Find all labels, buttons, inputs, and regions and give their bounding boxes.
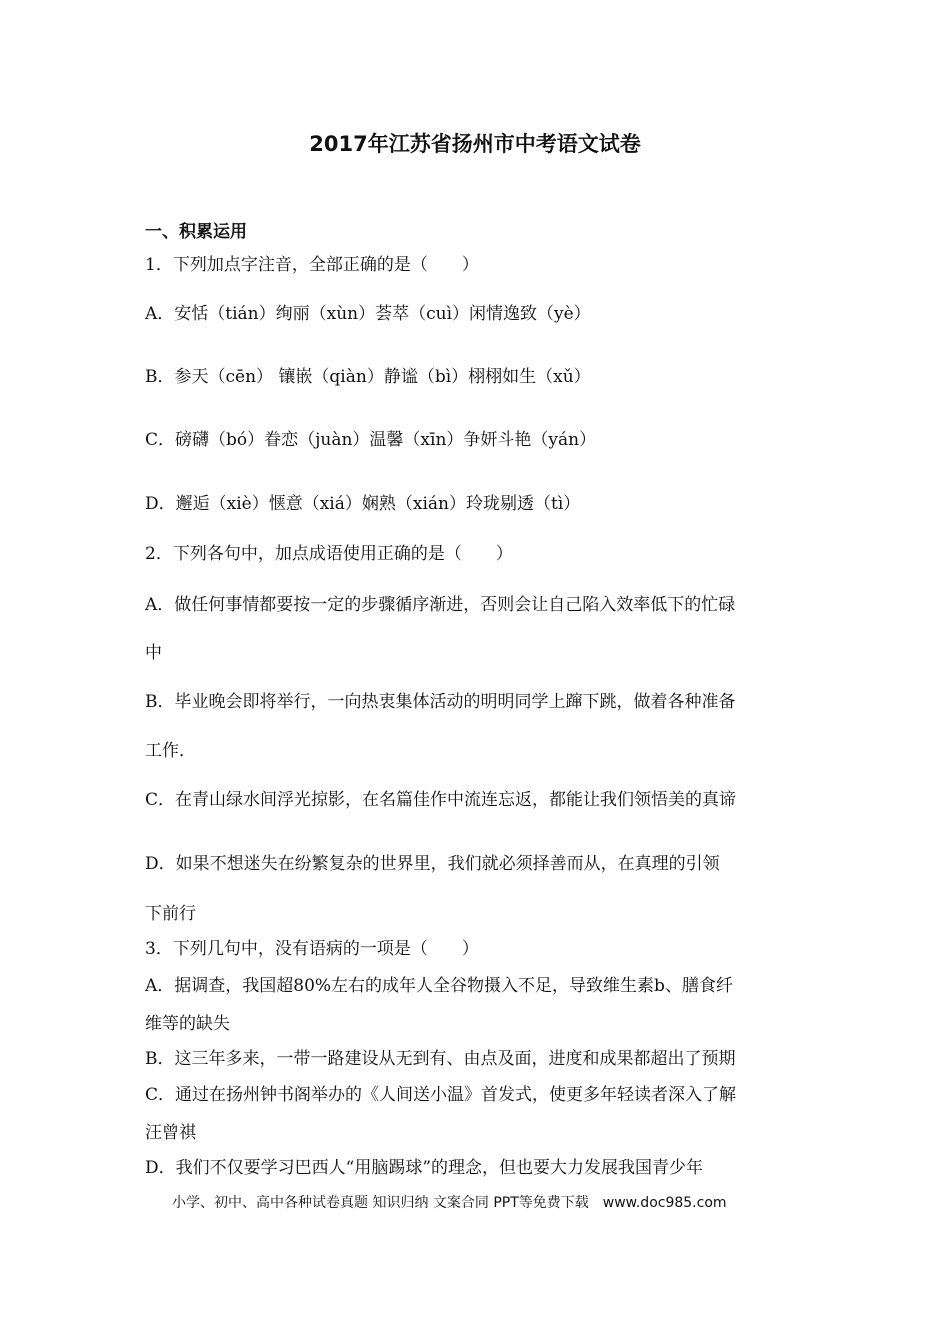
page-title: 2017年江苏省扬州市中考语文试卷	[309, 132, 641, 156]
footer-note: 小学、初中、高中各种试卷真题 知识归纳 文案合同 PPT等免费下载 www.doc985.com	[172, 1195, 727, 1211]
question-2-option-b-cont: 工作．	[145, 741, 196, 761]
question-3-option-a-cont: 维等的缺失	[145, 1014, 230, 1034]
section-heading: 一、积累运用	[145, 222, 247, 242]
question-2-option-d-cont: 下前行	[145, 904, 196, 924]
question-2-option-a-cont: 中	[145, 643, 162, 663]
question-1-option-b: B．参天（cēn） 镶嵌（qiàn）静谧（bì）栩栩如生（xǔ）	[145, 367, 591, 387]
question-3-option-b: B．这三年多来，一带一路建设从无到有、由点及面，进度和成果都超出了预期	[145, 1049, 736, 1069]
question-3-option-d: D．我们不仅要学习巴西人“用脑踢球”的理念，但也要大力发展我国青少年	[145, 1158, 704, 1178]
question-1-option-d: D．邂逅（xiè）惬意（xiá）娴熟（xián）玲珑剔透（tì）	[145, 494, 581, 514]
question-3-option-c-cont: 汪曾祺	[145, 1123, 196, 1143]
question-2-option-b: B．毕业晚会即将举行，一向热衷集体活动的明明同学上蹿下跳，做着各种准备	[145, 692, 736, 712]
question-1-option-a: A．安恬（tián）绚丽（xùn）荟萃（cuì）闲情逸致（yè）	[145, 304, 591, 324]
question-2-option-a: A．做任何事情都要按一定的步骤循序渐进，否则会让自己陷入效率低下的忙碌	[145, 595, 736, 615]
question-2-stem: 2．下列各句中，加点成语使用正确的是（ ）	[145, 544, 513, 564]
question-1-stem: 1．下列加点字注音，全部正确的是（ ）	[145, 255, 479, 275]
question-1-option-c: C．磅礴（bó）眷恋（juàn）温馨（xīn）争妍斗艳（yán）	[145, 430, 597, 450]
question-3-option-a: A．据调查，我国超80%左右的成年人全谷物摄入不足，导致维生素b、膳食纤	[145, 976, 733, 996]
question-2-option-c: C．在青山绿水间浮光掠影，在名篇佳作中流连忘返，都能让我们领悟美的真谛	[145, 790, 737, 810]
question-2-option-d: D．如果不想迷失在纷繁复杂的世界里，我们就必须择善而从，在真理的引领	[145, 854, 720, 874]
question-3-option-c: C．通过在扬州钟书阁举办的《人间送小温》首发式，使更多年轻读者深入了解	[145, 1085, 737, 1105]
question-3-stem: 3．下列几句中，没有语病的一项是（ ）	[145, 939, 479, 959]
